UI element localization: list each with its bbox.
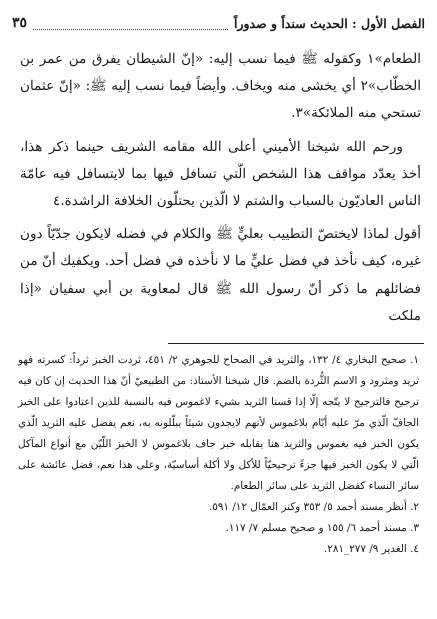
footnote-separator (168, 343, 424, 344)
main-text (20, 46, 421, 336)
page-number: ٣٥ (12, 15, 28, 31)
footnote: ٣. مسند أحمد ٦/ ١٥٥ و صحيح مسلم ٧/ ١١٧. (225, 522, 419, 534)
paragraph: ورحم الله شيخنا الأميني أعلى الله مقامه الشريف حينما ذكر هذا، أخذ يعدّد مواقف هذا الشخص الّتي تسافل فيها بما لايتسافل فيه عامّة الناس العاديّون بالسباب والشتم لا الّذين يحتلّون الخلافة الراشدة.٤ (20, 138, 421, 210)
running-title: الفصل الأول : الحديث سنداً و صدوراً (233, 15, 425, 31)
footnote: ٢. أنظر مسند أحمد ٥/ ٣٥٣ وكنز العمّال ١٢/ ٥٩١. (208, 501, 419, 513)
header-dotted-leader (33, 17, 228, 30)
paragraph: الطعام»١ وكقوله ﷺ فيما نسب إليه: «إنّ الشيطان يفرق من عمر بن الخطّاب»٢ أي يخشى منه ويخاف. وأيضاً فيما نسب إليه ﷺ: «إنّ عثمان تستحي منه الملائكة»٣. (20, 51, 421, 122)
footnote: ٤. الغدير ٩/ ٢٧٧_٢٨١. (323, 543, 419, 555)
footnote: ١. صحيح البخاري ٤/ ١٣٢، والثريد في الصحاح للجوهري ٢/ ٤٥١، ثردت الخبز ثرداً: كسرته فهو ثريد ومثرود و الاسم الثُّردة بالضم. قال شيخنا الأستاذ: من الطبيعيّ أنّ هذا الحديث إن كان فيه ترجيح فالترجيح لا يتّجه إلّا إذا قسنا الثريد بشيء لاغموس فيه بالنسبة للذين اعتادوا على الخبز الجافّ الّذي مرّ عليه أيّام بلاغموس لأنهم لايجدون شيئاً يبلّلونه به، نعم يفضل عليه الثريد الّذي يكون الخبز فيه بغموس والثريد هنا يقابله خبز جاف بلاغموس لا الخبز اللّيّن مع أنواع المآكل الّتي لا يكون الخبز فيها جزءً ترجيحيّاً للأكل ولا أكلة أساسيّة، وعلى هذا نعم، فضل عائشة على سائر النساء كفضل الثريد على سائر الطعام. (18, 354, 419, 492)
page-header (12, 12, 425, 34)
footnotes (18, 350, 419, 560)
paragraph: أقول لماذا لايختصّ التطييب بعليٍّ ﷺ والكلام في فضله لايكون جدّيّاً دون غيره، كيف نأخذ في فضل عليٍّ ما لا نأخذه في فضل أحد. ويكفيك أنّ من فضائلهم ما ذكر أنّ رسول الله ﷺ قال لمعاوية بن أبي سفيان «إذا ملكت (20, 226, 421, 324)
